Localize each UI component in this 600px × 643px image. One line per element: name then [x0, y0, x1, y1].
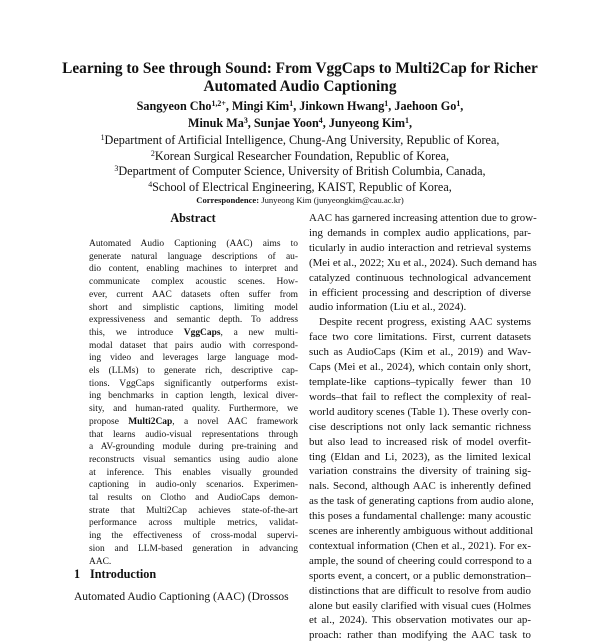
body-line: in efficient processing and description of diverse [309, 286, 531, 299]
abstract-text: strate that Multi2Cap achieves state-of-the-art [89, 505, 298, 516]
author-name: Mingi Kim [232, 99, 290, 113]
body-line: face two core limitations. First, current datasets [309, 331, 531, 344]
abstract-text: generate natural language descriptions of au- [89, 251, 298, 262]
affiliation-mark: 3 [114, 164, 119, 174]
abstract-text: AAC. [89, 556, 112, 567]
abstract-text: ing the effectiveness of cross-modal supervi- [89, 531, 298, 542]
body-line: et al., 2024). This observation motivates our ap- [309, 614, 531, 627]
author-line: Minuk Ma$^3$, Sunjae Yoon$^4$, Junyeong Kim$^1$, [187, 116, 413, 130]
body-line: contextual information (Chen et al., 2021). For ex- [309, 539, 531, 552]
author-affil-mark: 3 [243, 116, 248, 126]
abstract-body [89, 238, 298, 568]
body-line: words–that fail to reflect the complexity of real- [309, 390, 531, 403]
abstract-text: a AV-grounding module during pre-training and [89, 442, 298, 453]
body-line: template-like captions–typically fewer than 10 [309, 375, 531, 388]
abstract-text: tal results on Clotho and AudioCaps demon- [89, 493, 298, 504]
body-line: proach: rather than modifying the AAC task to [309, 629, 531, 642]
author-name: Minuk Ma [187, 116, 244, 130]
abstract-line [89, 429, 298, 442]
abstract-text: , a novel AAC framework [172, 416, 298, 427]
abstract-line [89, 314, 298, 327]
author-affil-mark: 1 [384, 99, 389, 109]
section-title: Introduction [90, 567, 157, 581]
abstract-text: short and simplistic captions, limiting model [89, 302, 298, 313]
body-line: this poses a fundamental challenge: many acoustic [309, 510, 531, 523]
abstract-line [89, 505, 298, 518]
abstract-text: this, we introduce [89, 327, 184, 338]
body-line: Caps (Mei et al., 2024), which contain only short, [309, 361, 531, 374]
abstract-line [89, 517, 298, 530]
abstract-term: Multi2Cap [128, 416, 173, 427]
abstract-line [89, 530, 298, 543]
abstract-text: sion and LLM-based generation in advancing [89, 543, 298, 554]
abstract-heading: Abstract [170, 211, 216, 225]
abstract-line [89, 352, 298, 365]
body-line: ample, the sound of cheering could correspond to a [309, 554, 532, 567]
abstract-text: sity, and human-rated quality. Furthermore, we [89, 404, 298, 415]
author-name: Jinkown Hwang [299, 99, 385, 113]
correspondence-text: Junyeong Kim (junyeongkim@cau.ac.kr) [259, 195, 404, 205]
abstract-line [89, 378, 298, 391]
body-line: such as AudioCaps (Kim et al., 2019) and Wav- [309, 346, 531, 359]
abstract-text: modal dataset that pairs audio with correspond- [89, 340, 298, 351]
affiliation-text: Korean Surgical Researcher Foundation, Republic of Korea, [154, 148, 450, 163]
right-column-text [309, 211, 537, 643]
abstract-text: ever, current AAC datasets often suffer from [89, 289, 298, 300]
author-affil-mark: 1 [289, 99, 294, 109]
body-line: audio information (Liu et al., 2024). [309, 301, 467, 314]
abstract-line [89, 543, 298, 556]
intro-first-line: Automated Audio Captioning (AAC) (Drossos [74, 591, 289, 603]
affiliation-mark: 2 [150, 148, 155, 158]
abstract-text: ing video and leverages large language mod- [89, 353, 298, 364]
body-line: (Mei et al., 2022; Xu et al., 2024). Such demand has [309, 256, 537, 269]
author-name: Sangyeon Cho [136, 99, 212, 113]
affiliation-list [0, 133, 600, 195]
abstract-line [89, 479, 298, 492]
abstract-line [89, 340, 298, 353]
abstract-line [89, 289, 298, 302]
body-line: catalyzed continuous technological advancement [309, 271, 531, 284]
abstract-text: performance across multiple metrics, validat- [89, 518, 298, 529]
section-heading [74, 567, 294, 581]
affiliation [0, 180, 600, 196]
correspondence [0, 195, 600, 206]
body-line: world auditory scenes (Table 1). These overly con- [309, 405, 531, 418]
abstract-text: els (LLMs) to generate rich, descriptive cap- [89, 366, 298, 377]
correspondence-label: Correspondence: [196, 195, 260, 205]
abstract-text: dio content, enabling machines to interpret and [89, 264, 298, 275]
abstract-line [89, 302, 298, 315]
section-number: 1 [74, 567, 81, 581]
affiliation-text: Department of Computer Science, University of British Columbia, Canada, [118, 164, 486, 178]
affiliation-text: School of Electrical Engineering, KAIST, Republic of Korea, [152, 179, 452, 194]
abstract-text: tions. VggCaps significantly outperforms exist- [89, 378, 298, 389]
title-line-1: Learning to See through Sound: From VggCaps to Multi2Cap for Richer [62, 60, 538, 77]
affiliation-mark: 4 [148, 179, 153, 189]
author-name: Junyeong Kim [328, 116, 406, 130]
abstract-text: reconstructs visual semantics using audio alone [89, 454, 298, 465]
abstract-line [89, 327, 298, 340]
affiliation [0, 164, 600, 180]
affiliation-text: Department of Artificial Intelligence, Chung-Ang University, Republic of Korea, [104, 133, 500, 147]
abstract-line [89, 251, 298, 264]
abstract-term: VggCaps [183, 327, 221, 338]
body-line: as the task of generating captions from audio alone, [309, 495, 534, 508]
author-affil-mark: 1 [456, 99, 461, 109]
affiliation-mark: 1 [100, 133, 105, 143]
body-line: alone but easily clarified with visual cues (Holmes [309, 599, 531, 612]
abstract-text: that learns audio-visual representations through [89, 429, 298, 440]
body-line: sports event, a concert, or a public demonstration– [309, 569, 531, 582]
abstract-line [89, 467, 298, 480]
body-line: ticularly in audio interaction and retrieval systems [309, 241, 531, 254]
body-line: scenes are inherently ambiguous without additional [309, 525, 534, 538]
abstract-line [89, 276, 298, 289]
author-affil-mark: 1 [405, 116, 409, 126]
abstract-line [89, 390, 298, 403]
title-line-2: Automated Audio Captioning [203, 78, 397, 95]
body-line: nals. Second, although AAC is inherently defined [309, 480, 531, 493]
body-line: AAC has garnered increasing attention due to grow- [309, 212, 537, 224]
body-line: but also lead to increased risk of model overfit- [309, 435, 531, 448]
body-line: ting (Eldan and Li, 2023), as the limited lexical [309, 450, 531, 463]
paper-title [0, 60, 600, 96]
author-list [0, 98, 600, 132]
abstract-line [89, 416, 298, 429]
abstract-line [89, 263, 298, 276]
body-line: cise descriptions not only lack semantic richness [309, 420, 531, 433]
abstract-text: , a new multi- [220, 327, 299, 338]
abstract-text: communicate complex acoustic scenes. How- [89, 277, 298, 288]
affiliation [0, 133, 600, 149]
abstract-text: at inference. This enables visually grounded [89, 467, 298, 478]
abstract-line [89, 238, 298, 251]
abstract-text: expressiveness and semantic depth. To address [89, 315, 298, 326]
abstract-text: captioning in audio-only scenarios. Experimen- [89, 480, 298, 491]
affiliation [0, 149, 600, 165]
body-line: distinctions that are difficult to resolve from audio [309, 584, 531, 597]
abstract-text: ing benchmarks in caption length, lexical diver- [89, 391, 298, 402]
abstract-line [89, 403, 298, 416]
body-line: ing demands in complex audio applications, par- [309, 226, 531, 239]
author-line: Sangyeon Cho$^{1,2+}$, Mingi Kim$^1$, Jinkown Hwang$^1$, Jaehoon Go$^1$, [136, 99, 464, 113]
abstract-text: Automated Audio Captioning (AAC) aims to [89, 239, 298, 249]
abstract-text: propose [89, 416, 129, 427]
abstract-line [89, 492, 298, 505]
abstract-line [89, 441, 298, 454]
author-affil-mark: 4 [318, 116, 323, 126]
body-line: Despite recent progress, existing AAC systems [319, 316, 531, 329]
author-name: Sunjae Yoon [253, 116, 319, 130]
author-name: Jaehoon Go [394, 99, 457, 113]
abstract-line [89, 365, 298, 378]
body-line: variation constrains the diversity of training sig- [309, 465, 531, 478]
author-affil-mark: 1,2+ [211, 99, 226, 109]
abstract-line [89, 454, 298, 467]
